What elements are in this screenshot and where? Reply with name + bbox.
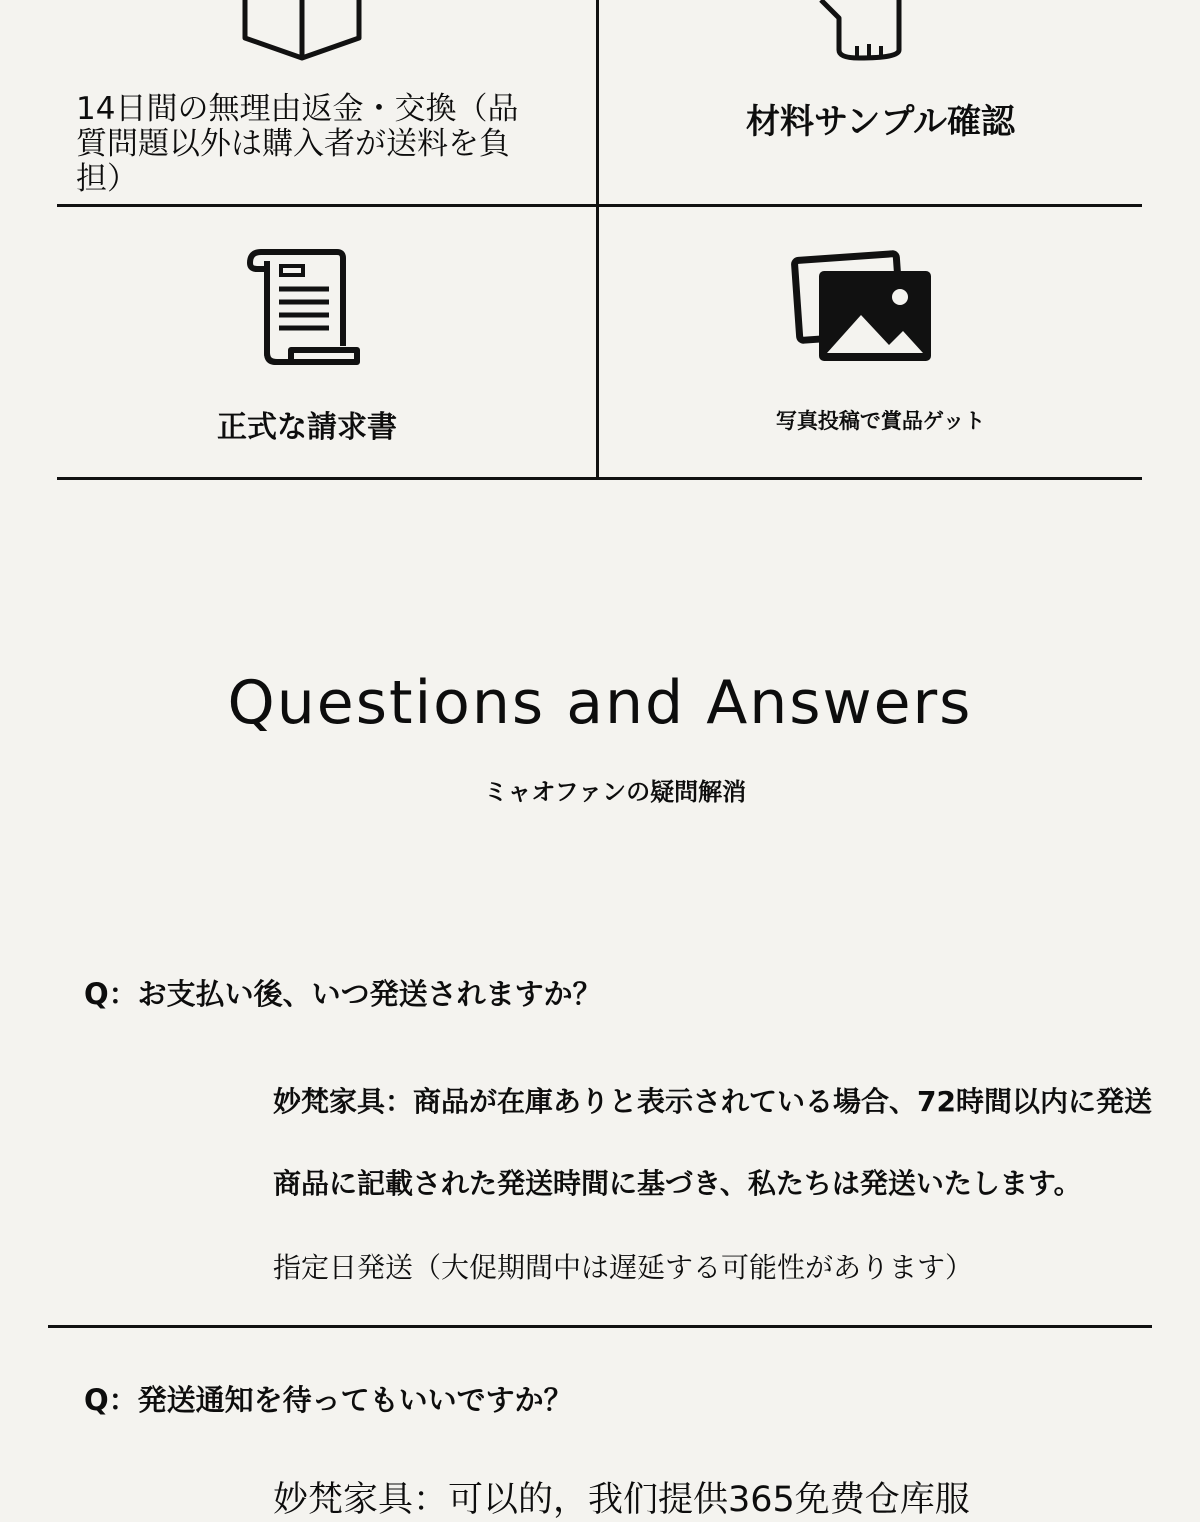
hand-icon xyxy=(809,0,909,66)
answer-1-line-3: 指定日発送（大促期間中は遅延する可能性があります） xyxy=(273,1251,974,1284)
grid-divider-bottom xyxy=(57,477,1142,480)
feature-label-photo: 写真投稿で賞品ゲット xyxy=(775,409,986,433)
feature-label-refund: 14日間の無理由返金・交換（品質問題以外は購入者が送料を負担） xyxy=(76,91,519,197)
answer-2-line-1: 妙梵家具：可以的，我们提供365免费仓库服 xyxy=(273,1480,970,1520)
feature-label-sample: 材料サンプル確認 xyxy=(746,102,1015,142)
question-1: Q：お支払い後、いつ発送されますか？ xyxy=(84,977,602,1011)
answer-1-line-1: 妙梵家具：商品が在庫ありと表示されている場合、72時間以内に発送 xyxy=(273,1085,1152,1118)
invoice-scroll-icon xyxy=(247,249,365,371)
question-2: Q：発送通知を待ってもいいですか？ xyxy=(84,1383,573,1417)
feature-label-invoice: 正式な請求書 xyxy=(217,410,397,445)
box-icon xyxy=(243,0,363,66)
qa-title: Questions and Answers xyxy=(227,668,973,738)
photo-gallery-icon xyxy=(791,245,936,369)
qa-subtitle: ミャオファンの疑問解消 xyxy=(483,778,747,806)
answer-1-line-2: 商品に記載された発送時間に基づき、私たちは発送いたします。 xyxy=(273,1167,1082,1200)
qa-divider xyxy=(48,1325,1152,1328)
grid-divider-horizontal xyxy=(57,204,1142,207)
